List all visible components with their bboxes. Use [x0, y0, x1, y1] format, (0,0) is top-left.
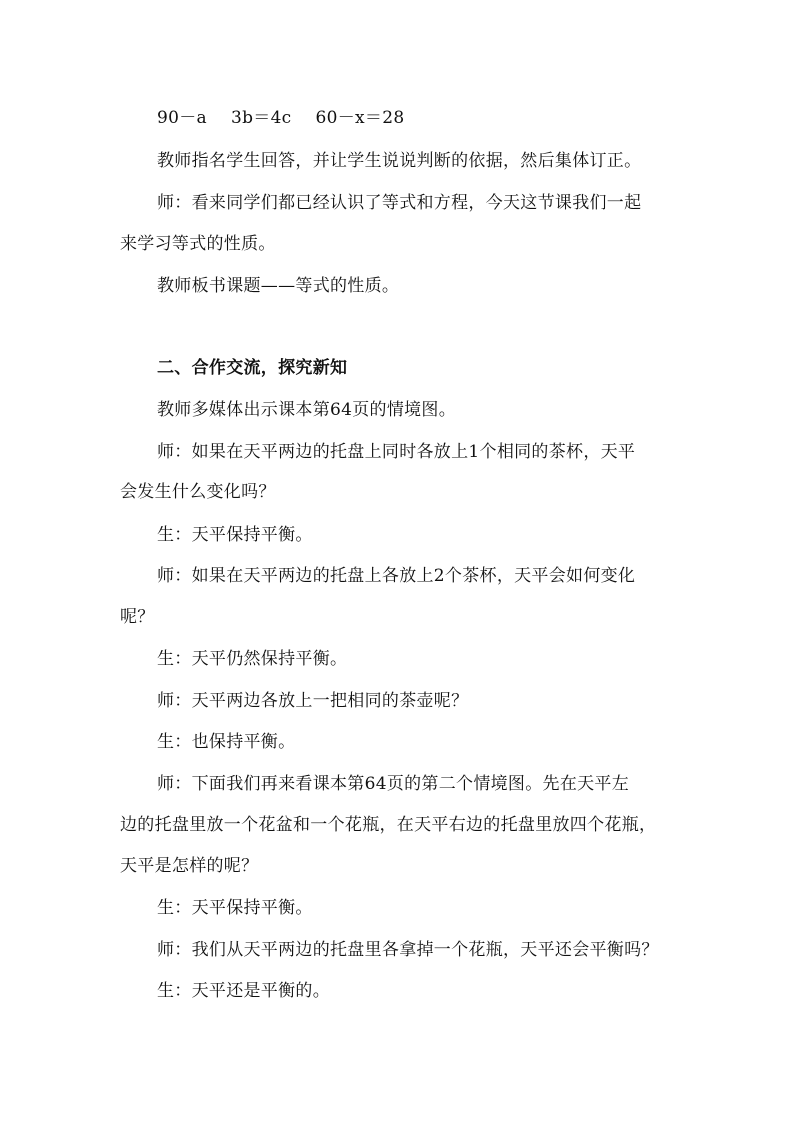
paragraph-teacher-intro-line2: 来学习等式的性质。 — [120, 234, 276, 254]
paragraph-teacher-q2-line2: 呢？ — [120, 607, 155, 627]
paragraph-teacher-q4-line1: 师：下面我们再来看课本第64页的第二个情境图。先在天平左 — [157, 774, 630, 794]
paragraph-teacher-q3: 师：天平两边各放上一把相同的茶壶呢？ — [157, 691, 469, 711]
paragraph-teacher-intro-line1: 师：看来同学们都已经认识了等式和方程，今天这节课我们一起 — [157, 193, 642, 213]
equation-2: 3b＝4c — [230, 108, 292, 128]
paragraph-teacher-q5: 师：我们从天平两边的托盘里各拿掉一个花瓶，天平还会平衡吗？ — [157, 940, 659, 960]
equation-3: 60－x＝28 — [315, 108, 405, 128]
paragraph-student-a1: 生：天平保持平衡。 — [157, 525, 313, 545]
paragraph-student-a3: 生：也保持平衡。 — [157, 732, 296, 752]
paragraph-board-title: 教师板书课题——等式的性质。 — [157, 276, 400, 296]
paragraph-student-a5: 生：天平还是平衡的。 — [157, 981, 330, 1001]
paragraph-student-a2: 生：天平仍然保持平衡。 — [157, 649, 348, 669]
paragraph-teacher-q2-line1: 师：如果在天平两边的托盘上各放上2个茶杯，天平会如何变化 — [157, 566, 636, 586]
paragraph-teacher-asks: 教师指名学生回答，并让学生说说判断的依据，然后集体订正。 — [157, 151, 642, 171]
equations-line — [157, 106, 428, 130]
paragraph-teacher-q1-line2: 会发生什么变化吗？ — [120, 482, 276, 502]
paragraph-multimedia: 教师多媒体出示课本第64页的情境图。 — [157, 400, 457, 420]
paragraph-teacher-q4-line3: 天平是怎样的呢？ — [120, 856, 259, 876]
paragraph-teacher-q1-line1: 师：如果在天平两边的托盘上同时各放上1个相同的茶杯，天平 — [157, 442, 636, 462]
paragraph-student-a4: 生：天平保持平衡。 — [157, 898, 313, 918]
equation-1: 90－a — [157, 108, 207, 128]
section-heading: 二、合作交流，探究新知 — [157, 358, 348, 378]
paragraph-teacher-q4-line2: 边的托盘里放一个花盆和一个花瓶，在天平右边的托盘里放四个花瓶， — [120, 815, 657, 835]
